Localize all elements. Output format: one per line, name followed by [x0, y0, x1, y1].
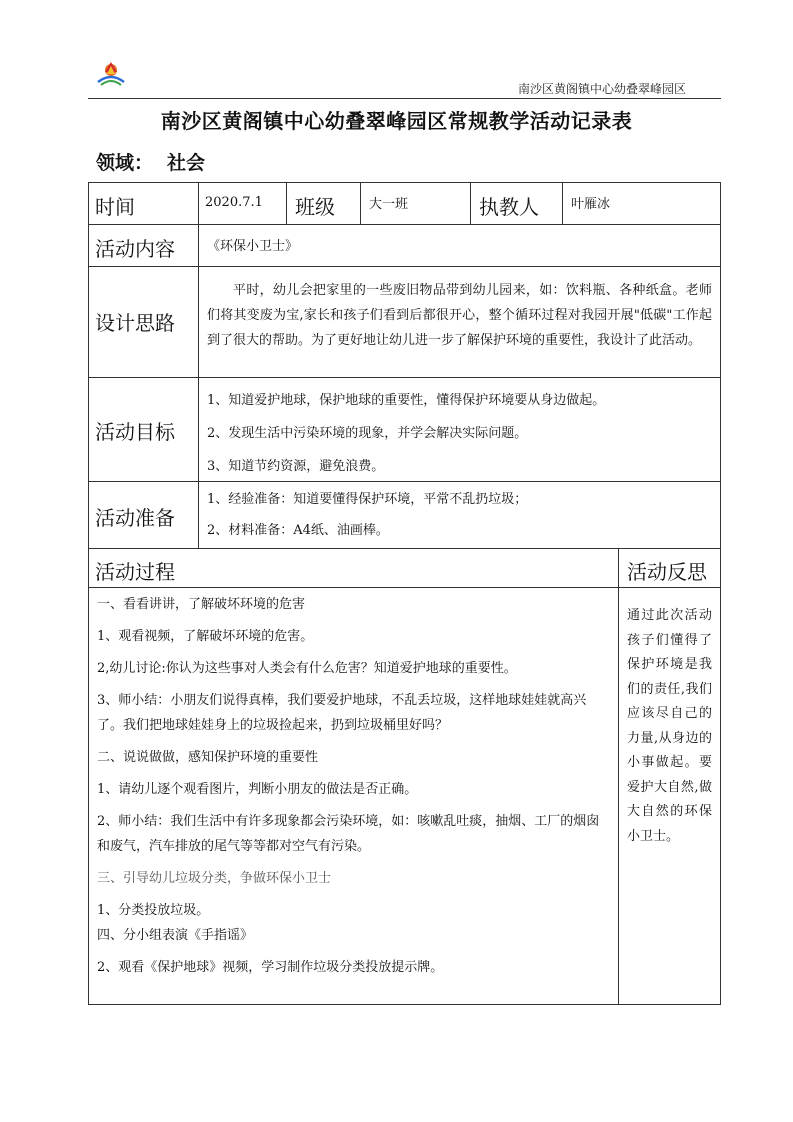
preparation-item: 2、材料准备：A4纸、油画棒。 [207, 523, 389, 538]
preparation-list [198, 481, 721, 549]
teacher-value: 叶雁冰 [562, 182, 721, 225]
design-text: 平时，幼儿会把家里的一些废旧物品带到幼儿园来，如：饮料瓶、各种纸盒。老师们将其变废为宝,家长和孩子们看到后都很开心，整个循环过程对我园开展"低碳"工作起到了很大的帮助。为了更好地让幼儿进一步了解保护环境的重要性，我设计了此活动。 [198, 266, 721, 378]
process-step: 1、请幼儿逐个观看图片，判断小朋友的做法是否正确。 [97, 782, 418, 797]
process-step: 二、说说做做，感知保护环境的重要性 [97, 750, 319, 765]
process-step: 1、分类投放垃圾。 [97, 903, 210, 918]
process-step: 一、看看讲讲，了解破坏环境的危害 [97, 597, 306, 612]
preparation-label: 活动准备 [88, 481, 199, 549]
goal-item: 1、知道爱护地球，保护地球的重要性，懂得保护环境要从身边做起。 [207, 393, 606, 408]
domain-value: 社会 [167, 152, 206, 174]
goal-item: 3、知道节约资源，避免浪费。 [207, 459, 385, 474]
domain-label: 领域： [96, 152, 154, 174]
process-step: 2,幼儿讨论:你认为这些事对人类会有什么危害？知道爱护地球的重要性。 [97, 661, 517, 676]
time-value: 2020.7.1 [198, 182, 287, 225]
goals-label: 活动目标 [88, 377, 199, 482]
process-step: 三、引导幼儿垃圾分类，争做环保小卫士 [97, 871, 332, 886]
process-label: 活动过程 [88, 548, 619, 588]
preparation-item: 1、经验准备：知道要懂得保护环境，平常不乱扔垃圾； [207, 492, 528, 507]
goals-list [198, 377, 721, 482]
reflection-label: 活动反思 [618, 548, 721, 588]
design-label: 设计思路 [88, 266, 199, 378]
process-step: 四、分小组表演《手指谣》 [97, 928, 254, 943]
process-step: 3、师小结：小朋友们说得真棒，我们要爱护地球，不乱丢垃圾，这样地球娃娃就高兴了。我们把地球娃娃身上的垃圾捡起来，扔到垃圾桶里好吗？ [97, 693, 587, 733]
time-label: 时间 [88, 182, 199, 225]
domain-line [96, 148, 205, 175]
header-divider [88, 98, 721, 99]
teacher-label: 执教人 [470, 182, 563, 225]
reflection-text: 通过此次活动孩子们懂得了保护环境是我们的责任,我们应该尽自己的力量,从身边的小事做起。要爱护大自然,做大自然的环保小卫士。 [618, 587, 721, 1005]
class-value: 大一班 [360, 182, 471, 225]
school-logo-icon [96, 60, 126, 86]
header-school-name: 南沙区黄阁镇中心幼叠翠峰园区 [518, 82, 687, 96]
process-step: 2、师小结：我们生活中有许多现象都会污染环境，如：咳嗽乱吐痰，抽烟、工厂的烟囱和废气，汽车排放的尾气等等都对空气有污染。 [97, 814, 600, 854]
process-content [88, 587, 619, 1005]
process-step: 2、观看《保护地球》视频，学习制作垃圾分类投放提示牌。 [97, 960, 444, 975]
page-title: 南沙区黄阁镇中心幼叠翠峰园区常规教学活动记录表 [160, 109, 633, 133]
class-label: 班级 [286, 182, 361, 225]
content-label: 活动内容 [88, 224, 199, 267]
content-value: 《环保小卫士》 [198, 224, 721, 267]
goal-item: 2、发现生活中污染环境的现象，并学会解决实际问题。 [207, 426, 528, 441]
process-step: 1、观看视频，了解破坏环境的危害。 [97, 629, 314, 644]
